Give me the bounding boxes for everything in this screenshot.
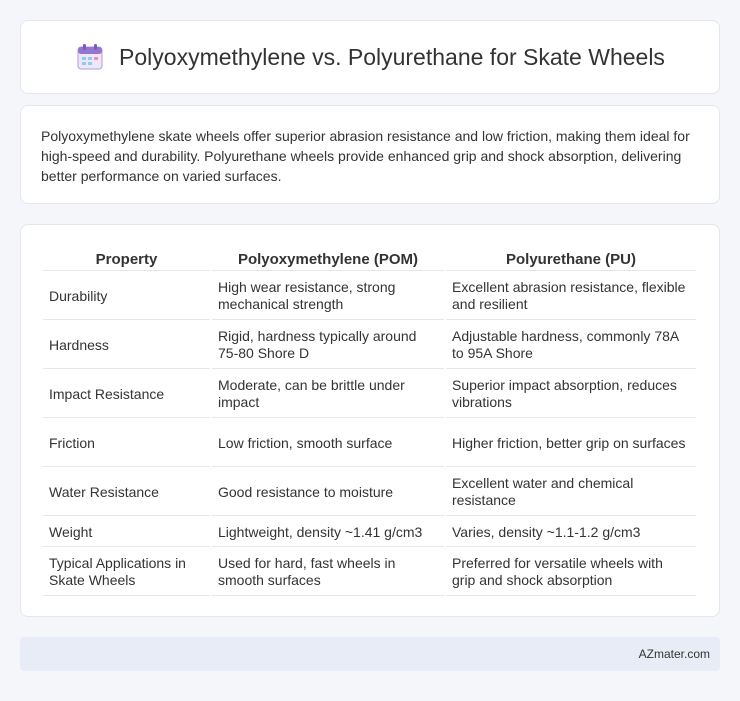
- pom-cell: Lightweight, density ~1.41 g/cm3: [212, 518, 444, 547]
- calendar-icon: [75, 42, 105, 72]
- intro-card: [20, 105, 720, 204]
- table-row: [43, 273, 696, 320]
- property-cell: Hardness: [43, 322, 210, 369]
- table-row: [43, 518, 696, 547]
- table-row: [43, 371, 696, 418]
- property-cell: Impact Resistance: [43, 371, 210, 418]
- table-row: [43, 469, 696, 516]
- table-row: [43, 322, 696, 369]
- header-property: Property: [43, 247, 210, 271]
- table-row: [43, 420, 696, 467]
- property-cell: Durability: [43, 273, 210, 320]
- pu-cell: Excellent water and chemical resistance: [446, 469, 696, 516]
- property-cell: Friction: [43, 420, 210, 467]
- pom-cell: Moderate, can be brittle under impact: [212, 371, 444, 418]
- pu-cell: Preferred for versatile wheels with grip and shock absorption: [446, 549, 696, 596]
- property-cell: Weight: [43, 518, 210, 547]
- property-cell: Water Resistance: [43, 469, 210, 516]
- title-wrap: [75, 42, 665, 72]
- pu-cell: Varies, density ~1.1-1.2 g/cm3: [446, 518, 696, 547]
- intro-text: Polyoxymethylene skate wheels offer superior abrasion resistance and low friction, making them ideal for high-speed and durability. Polyurethane wheels provide enhanced grip and shock absorption, delivering better performance on varied surfaces.: [41, 128, 690, 184]
- table-row: [43, 549, 696, 596]
- header-pu: Polyurethane (PU): [446, 247, 696, 271]
- pu-cell: Excellent abrasion resistance, flexible and resilient: [446, 273, 696, 320]
- table-header-row: [43, 247, 696, 271]
- table-card: [20, 224, 720, 617]
- page-title: Polyoxymethylene vs. Polyurethane for Skate Wheels: [119, 43, 665, 70]
- pom-cell: Low friction, smooth surface: [212, 420, 444, 467]
- pom-cell: High wear resistance, strong mechanical strength: [212, 273, 444, 320]
- header-pom: Polyoxymethylene (POM): [212, 247, 444, 271]
- footer-brand: AZmater.com: [638, 647, 710, 661]
- pu-cell: Superior impact absorption, reduces vibrations: [446, 371, 696, 418]
- title-card: [20, 20, 720, 94]
- property-cell: Typical Applications in Skate Wheels: [43, 549, 210, 596]
- comparison-table: [41, 245, 698, 598]
- pom-cell: Used for hard, fast wheels in smooth surfaces: [212, 549, 444, 596]
- pom-cell: Rigid, hardness typically around 75-80 Shore D: [212, 322, 444, 369]
- pu-cell: Adjustable hardness, commonly 78A to 95A Shore: [446, 322, 696, 369]
- pu-cell: Higher friction, better grip on surfaces: [446, 420, 696, 467]
- pom-cell: Good resistance to moisture: [212, 469, 444, 516]
- footer: [20, 637, 720, 671]
